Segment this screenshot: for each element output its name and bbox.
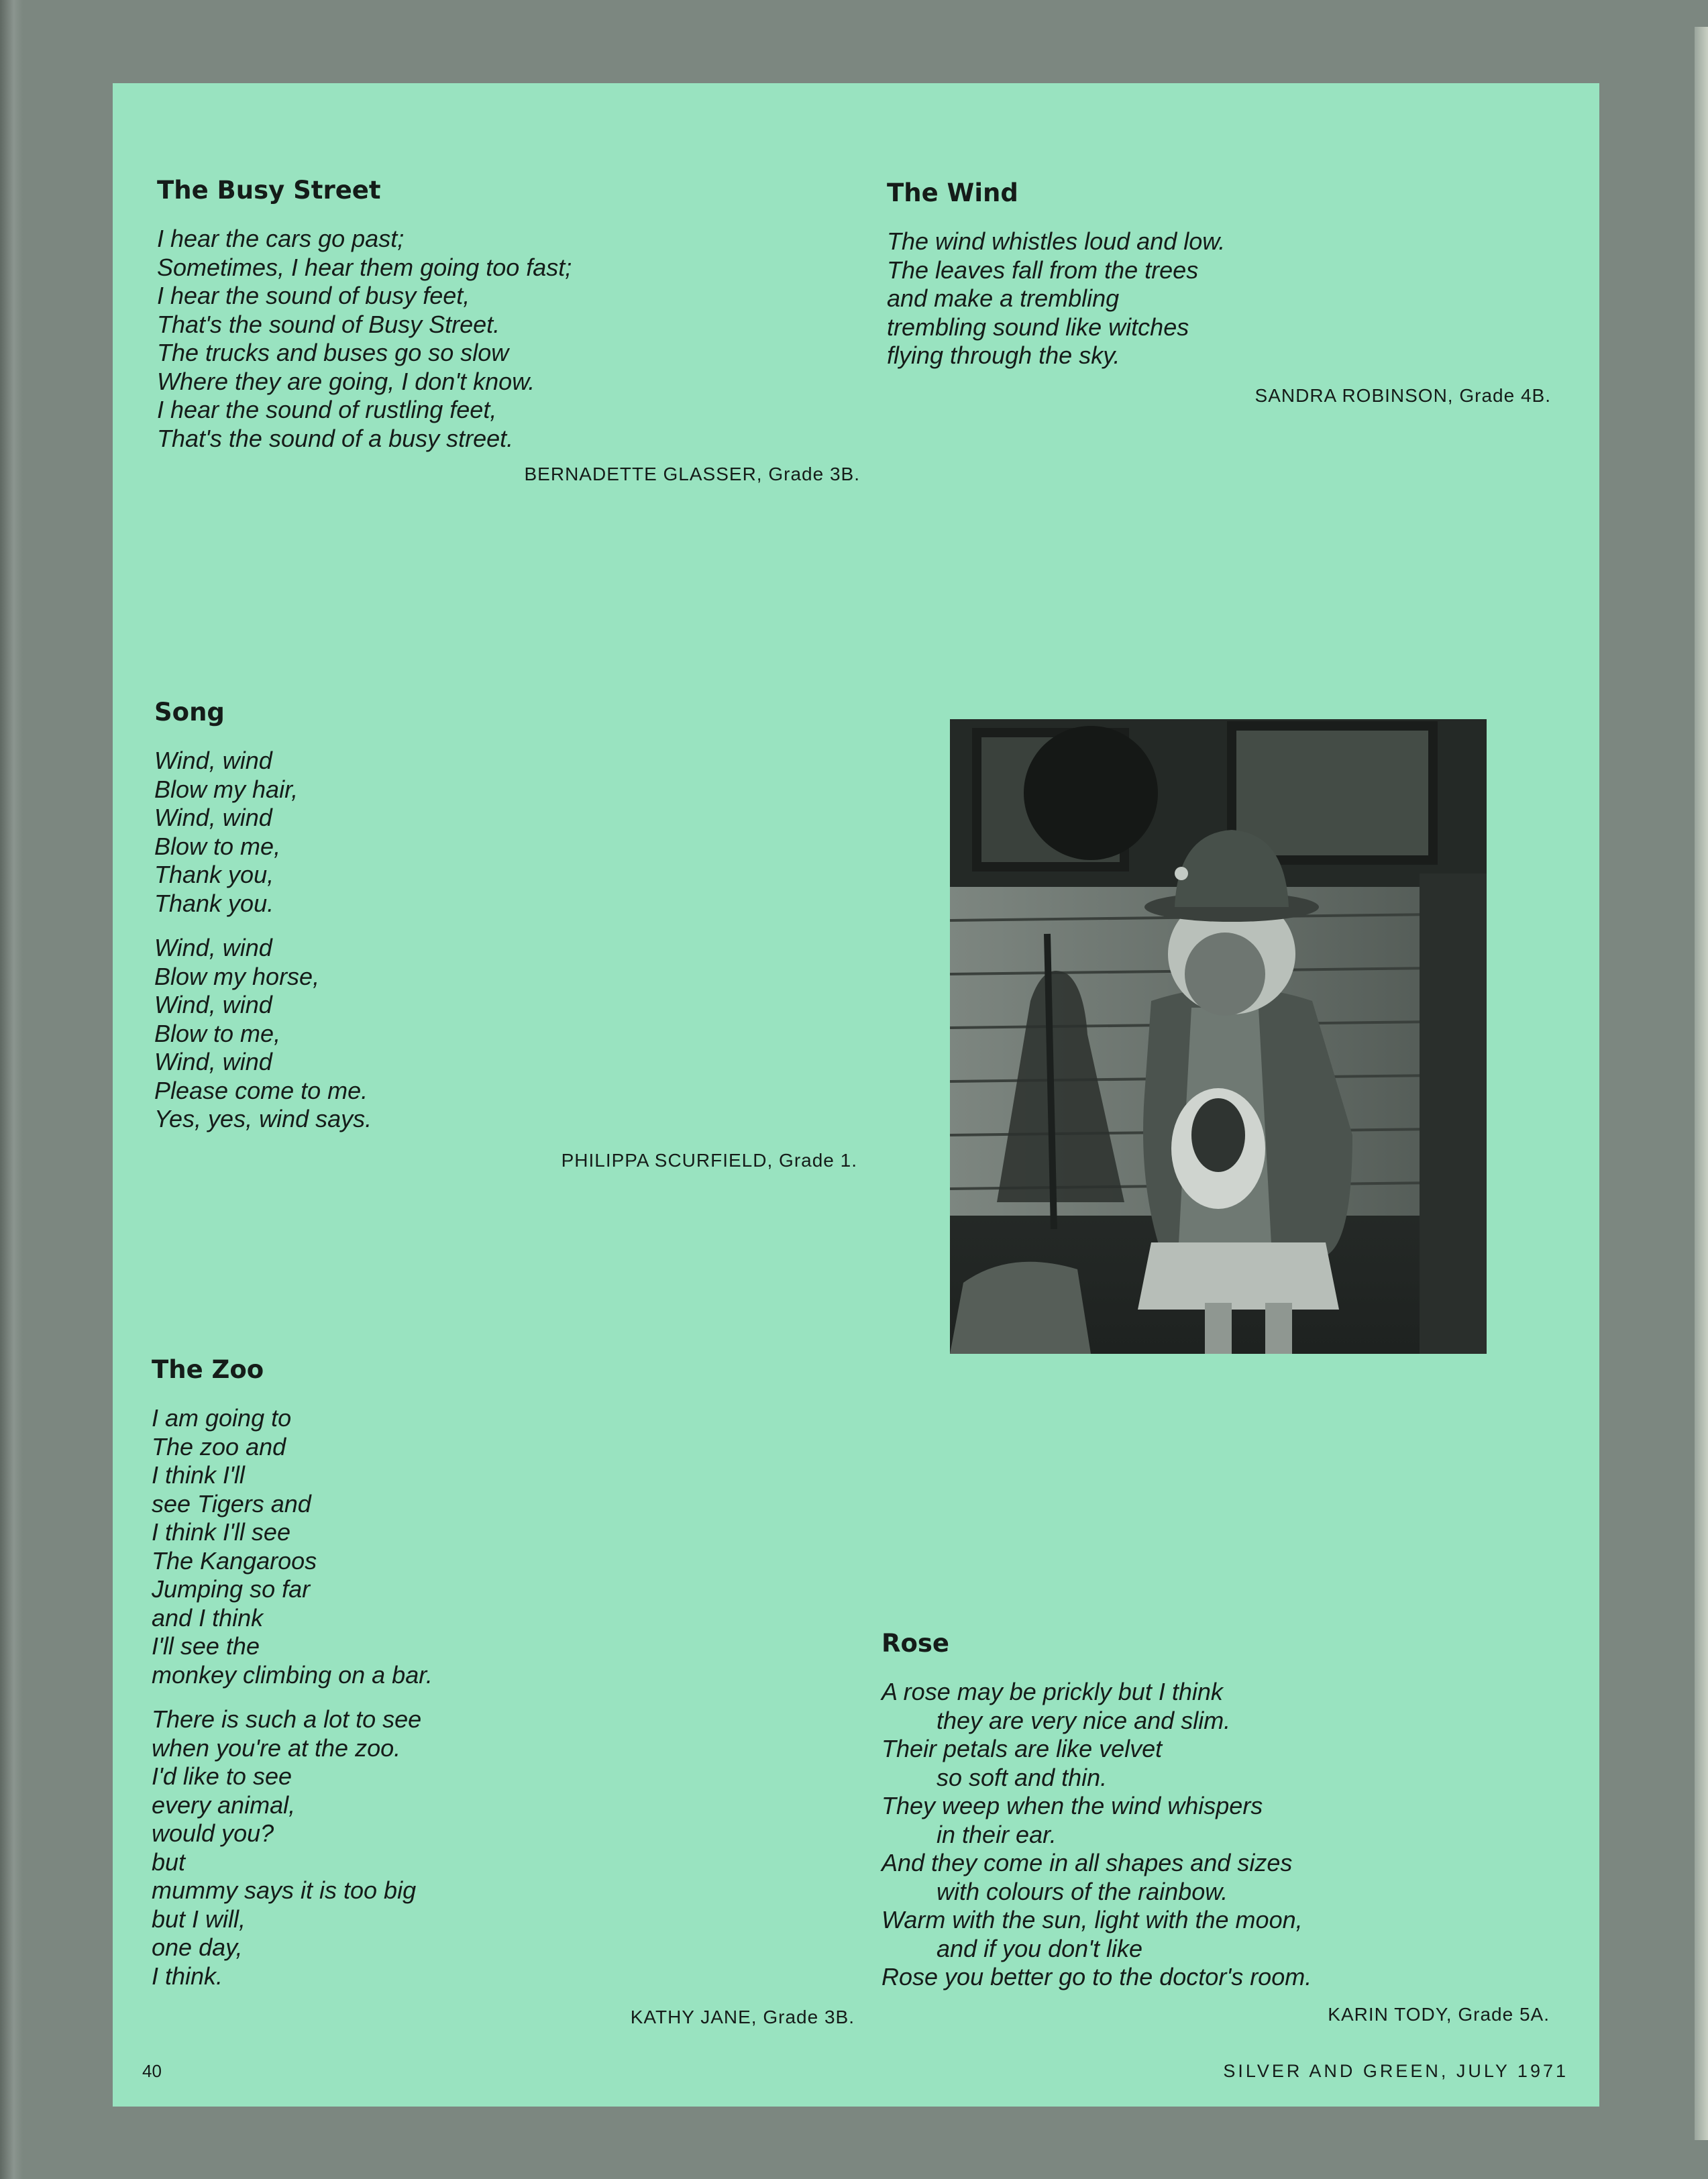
poem-line: I think. (152, 1962, 223, 1990)
poem-line: They weep when the wind whispers (882, 1792, 1263, 1819)
poem-line: they are very nice and slim. (937, 1706, 1231, 1734)
poem-line: Wind, wind (154, 804, 272, 831)
poem-line: Where they are going, I don't know. (157, 367, 535, 395)
poem-line: Blow to me, (154, 1019, 281, 1047)
poem-line: I think I'll see (152, 1518, 290, 1546)
poem-line: The zoo and (152, 1432, 286, 1460)
page-edge (1695, 27, 1708, 2140)
poem-title: The Wind (887, 178, 1018, 207)
poem-line: Blow to me, (154, 832, 281, 860)
poem-line: Please come to me. (154, 1076, 368, 1104)
poem-line: Their petals are like velvet (882, 1735, 1163, 1762)
poem-author: PHILIPPA SCURFIELD, Grade 1. (561, 1149, 857, 1171)
poem-line: monkey climbing on a bar. (152, 1660, 433, 1689)
poem-line: and if you don't like (937, 1934, 1143, 1962)
poem-line: Thank you, (154, 861, 274, 888)
poem-song (154, 698, 857, 1171)
poem-stanza (882, 1678, 1550, 1992)
poem-line: when you're at the zoo. (152, 1734, 401, 1762)
poem-line: Warm with the sun, light with the moon, (882, 1906, 1303, 1933)
poem-line: I'll see the (152, 1632, 260, 1660)
poem-rose (882, 1629, 1550, 2025)
poem-line: I hear the cars go past; (157, 225, 405, 252)
poem-line: Yes, yes, wind says. (154, 1105, 372, 1132)
binding-edge (0, 0, 23, 2179)
poem-line: I am going to (152, 1404, 292, 1432)
poem-line: That's the sound of a busy street. (157, 424, 514, 452)
poem-line: Thank you. (154, 889, 274, 917)
poem-line: and I think (152, 1603, 264, 1632)
poem-line: That's the sound of Busy Street. (157, 310, 500, 338)
poem-author: BERNADETTE GLASSER, Grade 3B. (524, 464, 860, 484)
magazine-footer: SILVER AND GREEN, JULY 1971 (1223, 2061, 1568, 2081)
poem-author: SANDRA ROBINSON, Grade 4B. (1255, 384, 1551, 406)
poem-line: Rose you better go to the doctor's room. (882, 1963, 1312, 1990)
poem-line: The Kangaroos (152, 1546, 317, 1575)
poem-line: Blow my hair, (154, 775, 299, 803)
poem-line: Wind, wind (154, 1048, 272, 1075)
poem-busy-street (157, 176, 860, 485)
page-number: 40 (142, 2061, 162, 2081)
poem-line: but (152, 1848, 186, 1876)
poem-line: The wind whistles loud and low. (887, 227, 1226, 255)
poem-line: Blow my horse, (154, 962, 320, 990)
poem-stanza (152, 1404, 855, 1689)
poem-title: The Busy Street (157, 176, 381, 205)
poem-line: Wind, wind (154, 991, 272, 1018)
poem-line: see Tigers and (152, 1489, 311, 1518)
poem-line: and make a trembling (887, 284, 1120, 312)
poem-stanza (154, 934, 857, 1134)
poem-line: There is such a lot to see (152, 1705, 422, 1733)
poem-the-zoo (152, 1355, 855, 2028)
poem-line: so soft and thin. (937, 1763, 1108, 1791)
poem-stanza (157, 225, 860, 453)
poem-line: every animal, (152, 1791, 296, 1819)
magazine-page (113, 83, 1599, 2107)
poem-line: A rose may be prickly but I think (882, 1678, 1223, 1705)
photo-girl-with-kitten (950, 719, 1487, 1354)
poem-stanza (887, 227, 1551, 370)
poem-line: I hear the sound of busy feet, (157, 282, 470, 309)
poem-line: Sometimes, I hear them going too fast; (157, 253, 572, 281)
poem-title: The Zoo (152, 1355, 264, 1384)
poem-line: would you? (152, 1819, 274, 1847)
poem-line: The trucks and buses go so slow (157, 339, 509, 366)
poem-line: in their ear. (937, 1820, 1057, 1848)
poem-line: The leaves fall from the trees (887, 256, 1199, 284)
poem-line: I hear the sound of rustling feet, (157, 396, 497, 423)
photo-image (950, 719, 1487, 1354)
poem-line: Jumping so far (152, 1575, 311, 1603)
poem-line: flying through the sky. (887, 341, 1120, 369)
poem-line: mummy says it is too big (152, 1876, 417, 1904)
poem-stanza (152, 1705, 855, 1990)
poem-line: trembling sound like witches (887, 313, 1189, 341)
poem-author: KARIN TODY, Grade 5A. (1328, 2003, 1550, 2025)
poem-line: one day, (152, 1933, 243, 1961)
poem-line: but I will, (152, 1905, 246, 1933)
poem-stanza (154, 747, 857, 918)
poem-line: I'd like to see (152, 1762, 292, 1790)
poem-the-wind (887, 178, 1551, 407)
poem-author: KATHY JANE, Grade 3B. (630, 2007, 855, 2027)
poem-line: I think I'll (152, 1461, 245, 1489)
poem-line: with colours of the rainbow. (937, 1877, 1228, 1905)
poem-title: Song (154, 698, 225, 727)
poem-line: Wind, wind (154, 747, 272, 774)
poem-line: Wind, wind (154, 934, 272, 961)
poem-title: Rose (882, 1629, 950, 1658)
poem-line: And they come in all shapes and sizes (882, 1849, 1293, 1876)
